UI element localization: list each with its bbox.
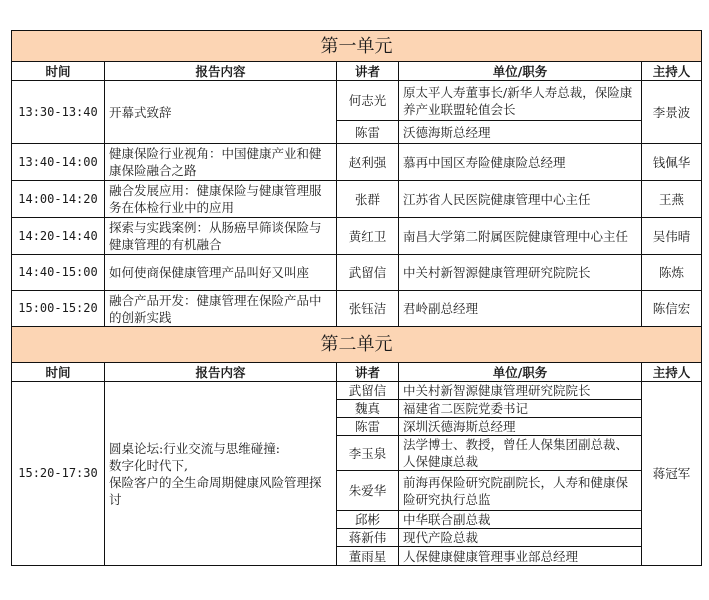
col-host: 主持人 xyxy=(642,363,702,382)
host-cell: 吴伟晴 xyxy=(642,218,702,255)
time-cell: 13:30-13:40 xyxy=(12,81,105,144)
col-topic: 报告内容 xyxy=(105,62,337,81)
speaker-cell: 陈雷 xyxy=(337,418,399,436)
col-host: 主持人 xyxy=(642,62,702,81)
topic-cell: 探索与实践案例：从肠癌早筛谈保险与健康管理的有机融合 xyxy=(105,218,337,255)
table-row xyxy=(12,181,702,218)
host-cell: 王燕 xyxy=(642,181,702,218)
speaker-cell: 李玉泉 xyxy=(337,436,399,471)
topic-line: 保险客户的全生命周期健康风险管理探讨 xyxy=(109,474,322,507)
time-cell: 14:20-14:40 xyxy=(12,218,105,255)
org-cell: 慕再中国区寿险健康险总经理 xyxy=(399,144,642,181)
speaker-cell: 邱彬 xyxy=(337,511,399,529)
host-cell: 陈炼 xyxy=(642,255,702,291)
table-row xyxy=(12,255,702,291)
org-cell: 中华联合副总裁 xyxy=(399,511,642,529)
speaker-cell: 何志光 xyxy=(337,81,399,121)
col-speaker: 讲者 xyxy=(337,363,399,382)
org-cell: 君岭副总经理 xyxy=(399,291,642,327)
time-cell: 14:00-14:20 xyxy=(12,181,105,218)
org-cell: 南昌大学第二附属医院健康管理中心主任 xyxy=(399,218,642,255)
org-cell: 原太平人寿董事长/新华人寿总裁，保险康养产业联盟轮值会长 xyxy=(399,81,642,121)
topic-cell xyxy=(105,382,337,566)
org-cell: 江苏省人民医院健康管理中心主任 xyxy=(399,181,642,218)
unit2-title: 第二单元 xyxy=(12,327,702,363)
org-cell: 沃德海斯总经理 xyxy=(399,121,642,144)
topic-cell: 开幕式致辞 xyxy=(105,81,337,144)
col-time: 时间 xyxy=(12,62,105,81)
table-row xyxy=(12,144,702,181)
org-cell: 福建省二医院党委书记 xyxy=(399,400,642,418)
speaker-cell: 董雨星 xyxy=(337,547,399,566)
topic-line: 圆桌论坛:行业交流与思维碰撞: xyxy=(109,440,280,456)
speaker-cell: 武留信 xyxy=(337,255,399,291)
time-cell: 15:00-15:20 xyxy=(12,291,105,327)
org-cell: 中关村新智源健康管理研究院院长 xyxy=(399,255,642,291)
host-cell: 钱佩华 xyxy=(642,144,702,181)
org-cell: 前海再保险研究院副院长，人寿和健康保险研究执行总监 xyxy=(399,471,642,511)
topic-cell: 健康保险行业视角：中国健康产业和健康保险融合之路 xyxy=(105,144,337,181)
speaker-cell: 朱爱华 xyxy=(337,471,399,511)
unit1-title: 第一单元 xyxy=(12,31,702,62)
col-org: 单位/职务 xyxy=(399,62,642,81)
host-cell: 蒋冠军 xyxy=(642,382,702,566)
topic-cell: 如何使商保健康管理产品叫好又叫座 xyxy=(105,255,337,291)
speaker-cell: 陈雷 xyxy=(337,121,399,144)
topic-cell: 融合产品开发：健康管理在保险产品中的创新实践 xyxy=(105,291,337,327)
table-row xyxy=(12,81,702,121)
org-cell: 现代产险总裁 xyxy=(399,529,642,547)
col-speaker: 讲者 xyxy=(337,62,399,81)
org-cell: 人保健康健康管理事业部总经理 xyxy=(399,547,642,566)
org-cell: 中关村新智源健康管理研究院院长 xyxy=(399,382,642,400)
host-cell: 李景波 xyxy=(642,81,702,144)
time-cell: 14:40-15:00 xyxy=(12,255,105,291)
speaker-cell: 赵利强 xyxy=(337,144,399,181)
table-row xyxy=(12,291,702,327)
unit1-table xyxy=(11,30,702,327)
topic-cell: 融合发展应用：健康保险与健康管理服务在体检行业中的应用 xyxy=(105,181,337,218)
speaker-cell: 魏真 xyxy=(337,400,399,418)
table-row xyxy=(12,382,702,400)
speaker-cell: 张群 xyxy=(337,181,399,218)
host-cell: 陈信宏 xyxy=(642,291,702,327)
time-cell: 15:20-17:30 xyxy=(12,382,105,566)
speaker-cell: 张钰洁 xyxy=(337,291,399,327)
unit2-table xyxy=(11,326,702,566)
col-org: 单位/职务 xyxy=(399,363,642,382)
speaker-cell: 黄红卫 xyxy=(337,218,399,255)
org-cell: 法学博士、教授，曾任人保集团副总裁、人保健康总裁 xyxy=(399,436,642,471)
table-row xyxy=(12,218,702,255)
org-cell: 深圳沃德海斯总经理 xyxy=(399,418,642,436)
col-topic: 报告内容 xyxy=(105,363,337,382)
time-cell: 13:40-14:00 xyxy=(12,144,105,181)
speaker-cell: 武留信 xyxy=(337,382,399,400)
topic-line: 数字化时代下, xyxy=(109,457,188,473)
speaker-cell: 蒋新伟 xyxy=(337,529,399,547)
col-time: 时间 xyxy=(12,363,105,382)
